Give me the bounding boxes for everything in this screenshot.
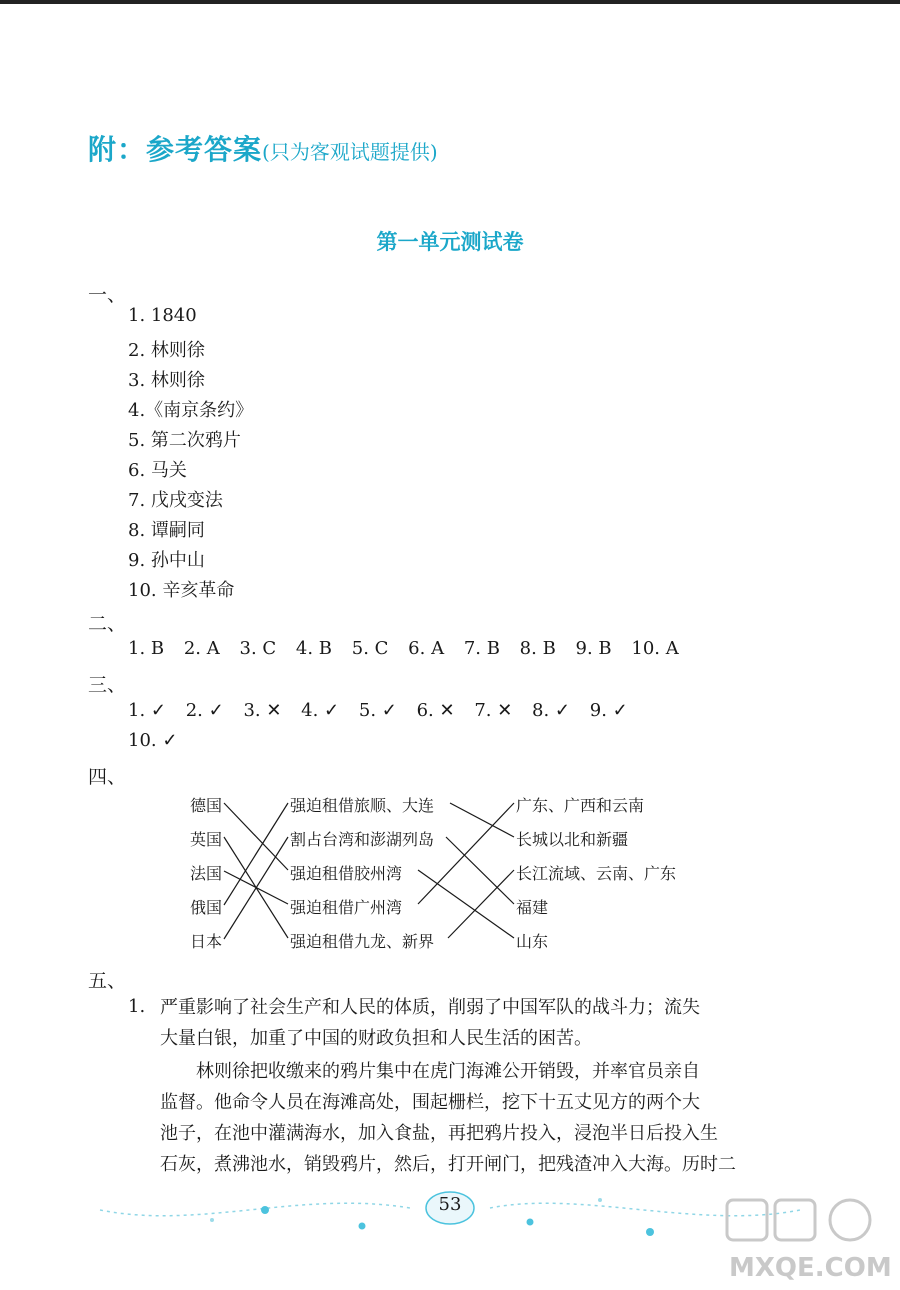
watermark-logo bbox=[725, 1196, 895, 1284]
region-fujian: 福建 bbox=[516, 898, 549, 917]
section-2-label: 二、 bbox=[88, 613, 127, 635]
s1-item-9: 9. 孙中山 bbox=[128, 550, 205, 571]
line-russia-lushun bbox=[224, 803, 288, 905]
line-germany-jiaozhou bbox=[224, 803, 288, 870]
line-kowloon-yangtze bbox=[448, 870, 514, 938]
country-germany: 德国 bbox=[190, 796, 223, 815]
unit-title: 第一单元测试卷 bbox=[376, 230, 524, 254]
s5-para-line-1: 林则徐把收缴来的鸦片集中在虎门海滩公开销毁，并率官员亲自 bbox=[196, 1061, 700, 1082]
country-russia: 俄国 bbox=[190, 898, 223, 917]
header-note: (只为客观试题提供) bbox=[262, 140, 438, 164]
s3-answer-9: 9. ✓ bbox=[589, 700, 628, 721]
country-japan: 日本 bbox=[190, 932, 223, 951]
s1-item-8: 8. 谭嗣同 bbox=[128, 520, 205, 541]
s5-q1-line-2: 大量白银，加重了中国的财政负担和人民生活的困苦。 bbox=[160, 1028, 592, 1049]
section-5-label: 五、 bbox=[88, 970, 127, 992]
region-north-great-wall-xinjiang: 长城以北和新疆 bbox=[516, 830, 629, 849]
s3-answer-2: 2. ✓ bbox=[185, 700, 224, 721]
page-number: 53 bbox=[438, 1194, 462, 1215]
s3-answer-3: 3. ✕ bbox=[243, 700, 282, 721]
s3-answer-6: 6. ✕ bbox=[416, 700, 455, 721]
s1-item-4: 4.《南京条约》 bbox=[128, 400, 254, 421]
line-lushun-northgreatwall bbox=[450, 803, 514, 837]
region-shandong: 山东 bbox=[516, 932, 549, 951]
section-1-label: 一、 bbox=[88, 284, 127, 306]
action-taiwan-penghu: 割占台湾和澎湖列岛 bbox=[290, 830, 435, 849]
s3-answer-10: 10. ✓ bbox=[128, 730, 178, 751]
header-title: 附：参考答案 bbox=[88, 133, 263, 166]
region-yangtze-yunnan-guangdong: 长江流域、云南、广东 bbox=[516, 864, 677, 883]
s5-q1-line-1: 严重影响了社会生产和人民的体质，削弱了中国军队的战斗力；流失 bbox=[160, 997, 700, 1018]
svg-text:MXQE.COM: MXQE.COM bbox=[729, 1253, 892, 1283]
section-3-label: 三、 bbox=[88, 674, 127, 696]
line-taiwan-fujian bbox=[446, 837, 514, 904]
s1-item-10: 10. 辛亥革命 bbox=[128, 580, 235, 601]
s1-item-1: 1. 1840 bbox=[128, 305, 197, 326]
country-france: 法国 bbox=[190, 864, 223, 883]
s5-para-line-3: 池子，在池中灌满海水，加入食盐，再把鸦片投入，浸泡半日后投入生 bbox=[160, 1123, 718, 1144]
s2-answer-4: 4. B bbox=[295, 638, 333, 659]
s2-answer-9: 9. B bbox=[575, 638, 612, 659]
s1-item-2: 2. 林则徐 bbox=[128, 340, 205, 361]
s2-answer-2: 2. A bbox=[183, 638, 220, 659]
s3-answer-4: 4. ✓ bbox=[301, 700, 340, 721]
s5-para-line-2: 监督。他命令人员在海滩高处，围起栅栏，挖下十五丈见方的两个大 bbox=[160, 1092, 700, 1113]
action-guangzhou-bay: 强迫租借广州湾 bbox=[290, 898, 403, 917]
region-guangdong-guangxi-yunnan: 广东、广西和云南 bbox=[516, 796, 645, 815]
s1-item-5: 5. 第二次鸦片 bbox=[128, 430, 241, 451]
s1-item-7: 7. 戊戌变法 bbox=[128, 490, 223, 511]
country-britain: 英国 bbox=[190, 830, 223, 849]
s5-para-line-4: 石灰，煮沸池水，销毁鸦片，然后，打开闸门，把残渣冲入大海。历时二 bbox=[160, 1154, 736, 1175]
action-kowloon-newterritories: 强迫租借九龙、新界 bbox=[290, 932, 435, 951]
s3-answer-1: 1. ✓ bbox=[128, 700, 166, 721]
s2-answer-10: 10. A bbox=[631, 638, 679, 659]
s2-answer-5: 5. C bbox=[351, 638, 389, 659]
s1-item-6: 6. 马关 bbox=[128, 460, 187, 481]
s2-answer-1: 1. B bbox=[128, 638, 165, 659]
action-lushun-dalian: 强迫租借旅顺、大连 bbox=[290, 796, 435, 815]
s3-answer-8: 8. ✓ bbox=[532, 700, 571, 721]
s3-answer-7: 7. ✕ bbox=[474, 700, 513, 721]
s2-answer-7: 7. B bbox=[463, 638, 500, 659]
s2-answer-3: 3. C bbox=[239, 638, 277, 659]
s5-q1-answer bbox=[160, 992, 700, 1054]
section-4-label: 四、 bbox=[88, 766, 127, 788]
line-jiaozhou-shandong bbox=[418, 870, 514, 938]
s3-answer-5: 5. ✓ bbox=[358, 700, 397, 721]
s2-answer-8: 8. B bbox=[519, 638, 556, 659]
s1-item-3: 3. 林则徐 bbox=[128, 370, 205, 391]
s5-q1-paragraph bbox=[160, 1056, 736, 1180]
s2-answer-6: 6. A bbox=[408, 638, 445, 659]
line-guangzhou-gdgxyn bbox=[418, 803, 514, 904]
s5-q1-number: 1. bbox=[128, 996, 146, 1017]
action-jiaozhou-bay: 强迫租借胶州湾 bbox=[290, 864, 403, 883]
